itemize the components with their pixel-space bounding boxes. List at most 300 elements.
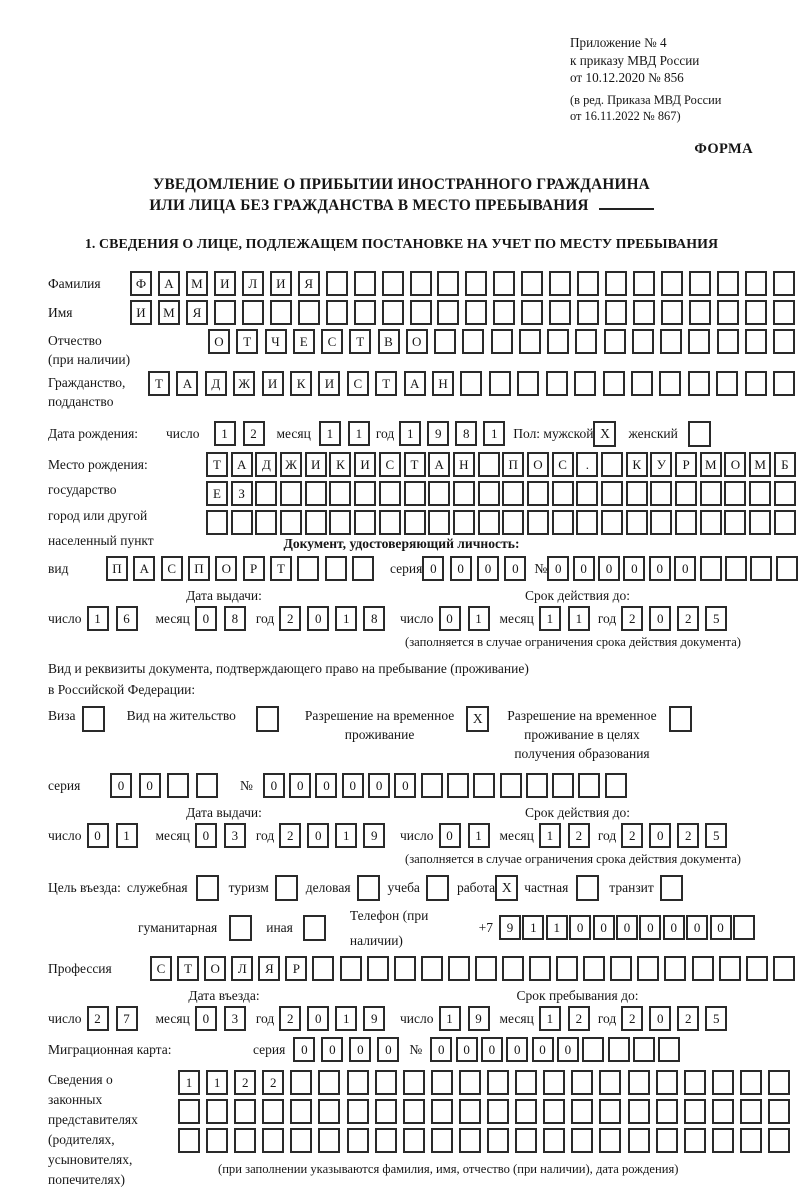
- char-box[interactable]: 1: [468, 606, 490, 631]
- char-box[interactable]: [502, 956, 524, 981]
- char-box[interactable]: А: [428, 452, 450, 477]
- char-box[interactable]: 0: [450, 556, 472, 581]
- char-box[interactable]: [768, 1099, 790, 1124]
- char-box[interactable]: Я: [258, 956, 280, 981]
- char-box[interactable]: 2: [677, 1006, 699, 1031]
- char-box[interactable]: 0: [307, 823, 329, 848]
- char-box[interactable]: [178, 1099, 200, 1124]
- char-box[interactable]: 0: [616, 915, 638, 940]
- char-box[interactable]: [325, 556, 347, 581]
- char-box[interactable]: 2: [568, 823, 590, 848]
- char-box[interactable]: П: [502, 452, 524, 477]
- char-box[interactable]: [465, 300, 487, 325]
- char-box[interactable]: [178, 1128, 200, 1153]
- char-box[interactable]: Т: [375, 371, 397, 396]
- birth-day-boxes[interactable]: [214, 421, 265, 446]
- phone-boxes[interactable]: [499, 915, 755, 940]
- char-box[interactable]: О: [724, 452, 746, 477]
- char-box[interactable]: 2: [234, 1070, 256, 1095]
- char-box[interactable]: [340, 956, 362, 981]
- identity-issue-day-boxes[interactable]: [87, 606, 138, 631]
- char-box[interactable]: 1: [335, 823, 357, 848]
- char-box[interactable]: [549, 300, 571, 325]
- purpose-private-checkbox[interactable]: [576, 875, 599, 901]
- char-box[interactable]: 1: [546, 915, 568, 940]
- char-box[interactable]: 2: [677, 823, 699, 848]
- char-box[interactable]: К: [329, 452, 351, 477]
- char-box[interactable]: [502, 510, 524, 535]
- residence-issue-year-boxes[interactable]: [279, 823, 385, 848]
- char-box[interactable]: [571, 1099, 593, 1124]
- char-box[interactable]: [167, 773, 189, 798]
- char-box[interactable]: [552, 773, 574, 798]
- char-box[interactable]: 7: [116, 1006, 138, 1031]
- char-box[interactable]: 0: [289, 773, 311, 798]
- char-box[interactable]: [379, 481, 401, 506]
- char-box[interactable]: [290, 1128, 312, 1153]
- char-box[interactable]: [712, 1128, 734, 1153]
- char-box[interactable]: [717, 271, 739, 296]
- char-box[interactable]: 9: [499, 915, 521, 940]
- char-box[interactable]: [637, 956, 659, 981]
- char-box[interactable]: 0: [422, 556, 444, 581]
- char-box[interactable]: [745, 300, 767, 325]
- char-box[interactable]: [749, 510, 771, 535]
- char-box[interactable]: 0: [557, 1037, 579, 1062]
- char-box[interactable]: [773, 329, 795, 354]
- char-box[interactable]: [367, 956, 389, 981]
- char-box[interactable]: [661, 271, 683, 296]
- char-box[interactable]: М: [700, 452, 722, 477]
- char-box[interactable]: [660, 329, 682, 354]
- char-box[interactable]: 2: [677, 606, 699, 631]
- char-box[interactable]: [724, 481, 746, 506]
- char-box[interactable]: [527, 481, 549, 506]
- char-box[interactable]: [462, 329, 484, 354]
- char-box[interactable]: 1: [539, 606, 561, 631]
- char-box[interactable]: [578, 773, 600, 798]
- patronymic-boxes[interactable]: [208, 329, 795, 354]
- char-box[interactable]: [410, 300, 432, 325]
- char-box[interactable]: [354, 271, 376, 296]
- char-box[interactable]: [460, 371, 482, 396]
- char-box[interactable]: [712, 1099, 734, 1124]
- char-box[interactable]: [206, 510, 228, 535]
- char-box[interactable]: 0: [394, 773, 416, 798]
- char-box[interactable]: 0: [649, 823, 671, 848]
- char-box[interactable]: 0: [456, 1037, 478, 1062]
- char-box[interactable]: [556, 956, 578, 981]
- purpose-other-checkbox[interactable]: [303, 915, 326, 941]
- char-box[interactable]: Д: [255, 452, 277, 477]
- char-box[interactable]: [773, 271, 795, 296]
- char-box[interactable]: Л: [242, 271, 264, 296]
- char-box[interactable]: 5: [705, 823, 727, 848]
- char-box[interactable]: [326, 300, 348, 325]
- char-box[interactable]: [582, 1037, 604, 1062]
- char-box[interactable]: [298, 300, 320, 325]
- purpose-business-checkbox[interactable]: [357, 875, 380, 901]
- profession-boxes[interactable]: [150, 956, 795, 981]
- char-box[interactable]: 2: [243, 421, 265, 446]
- char-box[interactable]: [656, 1099, 678, 1124]
- char-box[interactable]: [773, 956, 795, 981]
- residence-issue-day-boxes[interactable]: [87, 823, 138, 848]
- char-box[interactable]: [605, 300, 627, 325]
- char-box[interactable]: 1: [178, 1070, 200, 1095]
- char-box[interactable]: [605, 773, 627, 798]
- char-box[interactable]: 2: [87, 1006, 109, 1031]
- char-box[interactable]: 0: [481, 1037, 503, 1062]
- char-box[interactable]: [628, 1070, 650, 1095]
- char-box[interactable]: 8: [224, 606, 246, 631]
- char-box[interactable]: [487, 1099, 509, 1124]
- char-box[interactable]: 0: [349, 1037, 371, 1062]
- char-box[interactable]: [297, 556, 319, 581]
- char-box[interactable]: 0: [663, 915, 685, 940]
- char-box[interactable]: [717, 300, 739, 325]
- identity-series-boxes[interactable]: [422, 556, 526, 581]
- birth-place-row1-boxes[interactable]: [206, 452, 796, 477]
- char-box[interactable]: [745, 371, 767, 396]
- char-box[interactable]: [712, 1070, 734, 1095]
- char-box[interactable]: 1: [348, 421, 370, 446]
- char-box[interactable]: [583, 956, 605, 981]
- char-box[interactable]: 0: [639, 915, 661, 940]
- char-box[interactable]: 0: [263, 773, 285, 798]
- char-box[interactable]: [656, 1128, 678, 1153]
- char-box[interactable]: [689, 271, 711, 296]
- char-box[interactable]: [543, 1070, 565, 1095]
- char-box[interactable]: [599, 1070, 621, 1095]
- char-box[interactable]: 5: [705, 1006, 727, 1031]
- char-box[interactable]: Л: [231, 956, 253, 981]
- char-box[interactable]: 2: [621, 1006, 643, 1031]
- char-box[interactable]: А: [133, 556, 155, 581]
- char-box[interactable]: [434, 329, 456, 354]
- char-box[interactable]: И: [262, 371, 284, 396]
- residence-number-boxes[interactable]: [263, 773, 627, 798]
- char-box[interactable]: [255, 481, 277, 506]
- char-box[interactable]: 9: [363, 823, 385, 848]
- char-box[interactable]: [576, 510, 598, 535]
- char-box[interactable]: [515, 1128, 537, 1153]
- char-box[interactable]: 0: [315, 773, 337, 798]
- char-box[interactable]: 2: [279, 1006, 301, 1031]
- residence-issue-month-boxes[interactable]: [195, 823, 246, 848]
- char-box[interactable]: [633, 300, 655, 325]
- char-box[interactable]: 0: [439, 823, 461, 848]
- char-box[interactable]: [421, 956, 443, 981]
- char-box[interactable]: И: [354, 452, 376, 477]
- purpose-tourism-checkbox[interactable]: [275, 875, 298, 901]
- char-box[interactable]: Т: [177, 956, 199, 981]
- char-box[interactable]: [605, 271, 627, 296]
- char-box[interactable]: [750, 556, 772, 581]
- char-box[interactable]: Р: [243, 556, 265, 581]
- char-box[interactable]: 1: [539, 1006, 561, 1031]
- char-box[interactable]: А: [231, 452, 253, 477]
- birth-month-boxes[interactable]: [319, 421, 370, 446]
- char-box[interactable]: 0: [342, 773, 364, 798]
- char-box[interactable]: 0: [377, 1037, 399, 1062]
- char-box[interactable]: [575, 329, 597, 354]
- char-box[interactable]: [379, 510, 401, 535]
- char-box[interactable]: [773, 300, 795, 325]
- sex-male-checkbox[interactable]: X: [593, 421, 616, 447]
- char-box[interactable]: [473, 773, 495, 798]
- char-box[interactable]: И: [130, 300, 152, 325]
- char-box[interactable]: [329, 510, 351, 535]
- char-box[interactable]: [431, 1099, 453, 1124]
- char-box[interactable]: [459, 1099, 481, 1124]
- char-box[interactable]: [375, 1070, 397, 1095]
- char-box[interactable]: [610, 956, 632, 981]
- char-box[interactable]: 0: [710, 915, 732, 940]
- identity-valid-year-boxes[interactable]: [621, 606, 727, 631]
- char-box[interactable]: Ж: [280, 452, 302, 477]
- char-box[interactable]: [626, 510, 648, 535]
- char-box[interactable]: Д: [205, 371, 227, 396]
- char-box[interactable]: Е: [293, 329, 315, 354]
- char-box[interactable]: [305, 481, 327, 506]
- char-box[interactable]: [500, 773, 522, 798]
- char-box[interactable]: [318, 1070, 340, 1095]
- char-box[interactable]: [382, 271, 404, 296]
- char-box[interactable]: [626, 481, 648, 506]
- char-box[interactable]: К: [626, 452, 648, 477]
- char-box[interactable]: [601, 481, 623, 506]
- char-box[interactable]: [329, 481, 351, 506]
- char-box[interactable]: В: [378, 329, 400, 354]
- char-box[interactable]: [628, 1099, 650, 1124]
- char-box[interactable]: 0: [293, 1037, 315, 1062]
- char-box[interactable]: [403, 1128, 425, 1153]
- char-box[interactable]: П: [188, 556, 210, 581]
- char-box[interactable]: 1: [399, 421, 421, 446]
- char-box[interactable]: [478, 481, 500, 506]
- char-box[interactable]: Е: [206, 481, 228, 506]
- birth-place-row3-boxes[interactable]: [206, 510, 796, 535]
- char-box[interactable]: 0: [110, 773, 132, 798]
- char-box[interactable]: [375, 1128, 397, 1153]
- char-box[interactable]: К: [290, 371, 312, 396]
- char-box[interactable]: У: [650, 452, 672, 477]
- char-box[interactable]: [650, 510, 672, 535]
- sex-female-checkbox[interactable]: [688, 421, 711, 447]
- char-box[interactable]: 1: [335, 606, 357, 631]
- char-box[interactable]: [700, 481, 722, 506]
- char-box[interactable]: 0: [477, 556, 499, 581]
- char-box[interactable]: [700, 510, 722, 535]
- char-box[interactable]: [290, 1099, 312, 1124]
- char-box[interactable]: 0: [674, 556, 696, 581]
- char-box[interactable]: Я: [298, 271, 320, 296]
- char-box[interactable]: [547, 329, 569, 354]
- char-box[interactable]: 0: [139, 773, 161, 798]
- char-box[interactable]: [448, 956, 470, 981]
- char-box[interactable]: С: [552, 452, 574, 477]
- entry-day-boxes[interactable]: [87, 1006, 138, 1031]
- char-box[interactable]: 0: [532, 1037, 554, 1062]
- char-box[interactable]: С: [161, 556, 183, 581]
- char-box[interactable]: [675, 510, 697, 535]
- char-box[interactable]: Р: [675, 452, 697, 477]
- char-box[interactable]: [552, 510, 574, 535]
- char-box[interactable]: О: [406, 329, 428, 354]
- char-box[interactable]: [502, 481, 524, 506]
- char-box[interactable]: [724, 510, 746, 535]
- char-box[interactable]: Т: [148, 371, 170, 396]
- char-box[interactable]: М: [749, 452, 771, 477]
- char-box[interactable]: [478, 452, 500, 477]
- char-box[interactable]: [700, 556, 722, 581]
- char-box[interactable]: [650, 481, 672, 506]
- char-box[interactable]: Я: [186, 300, 208, 325]
- representatives-row3-boxes[interactable]: [178, 1128, 790, 1153]
- char-box[interactable]: И: [214, 271, 236, 296]
- char-box[interactable]: [428, 510, 450, 535]
- char-box[interactable]: 0: [573, 556, 595, 581]
- char-box[interactable]: [517, 371, 539, 396]
- identity-valid-month-boxes[interactable]: [539, 606, 590, 631]
- char-box[interactable]: 0: [598, 556, 620, 581]
- identity-valid-day-boxes[interactable]: [439, 606, 490, 631]
- char-box[interactable]: 9: [468, 1006, 490, 1031]
- char-box[interactable]: [347, 1128, 369, 1153]
- char-box[interactable]: 1: [539, 823, 561, 848]
- char-box[interactable]: [574, 371, 596, 396]
- char-box[interactable]: 2: [262, 1070, 284, 1095]
- char-box[interactable]: [526, 773, 548, 798]
- char-box[interactable]: [491, 329, 513, 354]
- char-box[interactable]: [658, 1037, 680, 1062]
- char-box[interactable]: Н: [432, 371, 454, 396]
- char-box[interactable]: О: [527, 452, 549, 477]
- char-box[interactable]: Ж: [233, 371, 255, 396]
- char-box[interactable]: [347, 1070, 369, 1095]
- char-box[interactable]: 0: [593, 915, 615, 940]
- char-box[interactable]: [601, 452, 623, 477]
- char-box[interactable]: [459, 1070, 481, 1095]
- char-box[interactable]: 1: [335, 1006, 357, 1031]
- char-box[interactable]: 8: [363, 606, 385, 631]
- char-box[interactable]: [725, 556, 747, 581]
- char-box[interactable]: [656, 1070, 678, 1095]
- char-box[interactable]: [571, 1128, 593, 1153]
- char-box[interactable]: [745, 271, 767, 296]
- char-box[interactable]: Т: [349, 329, 371, 354]
- char-box[interactable]: 0: [439, 606, 461, 631]
- entry-year-boxes[interactable]: [279, 1006, 385, 1031]
- char-box[interactable]: [404, 481, 426, 506]
- char-box[interactable]: [733, 915, 755, 940]
- char-box[interactable]: [549, 271, 571, 296]
- char-box[interactable]: И: [305, 452, 327, 477]
- char-box[interactable]: [447, 773, 469, 798]
- char-box[interactable]: [305, 510, 327, 535]
- char-box[interactable]: 0: [623, 556, 645, 581]
- residence-series-boxes[interactable]: [110, 773, 218, 798]
- char-box[interactable]: 0: [569, 915, 591, 940]
- char-box[interactable]: [326, 271, 348, 296]
- char-box[interactable]: [661, 300, 683, 325]
- char-box[interactable]: [280, 481, 302, 506]
- char-box[interactable]: 0: [506, 1037, 528, 1062]
- char-box[interactable]: [234, 1099, 256, 1124]
- char-box[interactable]: [428, 481, 450, 506]
- residence-valid-day-boxes[interactable]: [439, 823, 490, 848]
- char-box[interactable]: [354, 481, 376, 506]
- char-box[interactable]: [740, 1099, 762, 1124]
- identity-issue-month-boxes[interactable]: [195, 606, 246, 631]
- char-box[interactable]: [431, 1128, 453, 1153]
- char-box[interactable]: 0: [195, 606, 217, 631]
- temp-residence-education-checkbox[interactable]: [669, 706, 692, 732]
- char-box[interactable]: 2: [279, 606, 301, 631]
- char-box[interactable]: [746, 956, 768, 981]
- char-box[interactable]: 1: [522, 915, 544, 940]
- char-box[interactable]: [312, 956, 334, 981]
- char-box[interactable]: 0: [686, 915, 708, 940]
- char-box[interactable]: А: [404, 371, 426, 396]
- char-box[interactable]: 1: [87, 606, 109, 631]
- surname-boxes[interactable]: [130, 271, 795, 296]
- char-box[interactable]: О: [204, 956, 226, 981]
- char-box[interactable]: 0: [504, 556, 526, 581]
- char-box[interactable]: [768, 1128, 790, 1153]
- char-box[interactable]: [453, 481, 475, 506]
- char-box[interactable]: [465, 271, 487, 296]
- char-box[interactable]: Н: [453, 452, 475, 477]
- char-box[interactable]: Б: [774, 452, 796, 477]
- char-box[interactable]: [354, 510, 376, 535]
- char-box[interactable]: [717, 329, 739, 354]
- char-box[interactable]: 5: [705, 606, 727, 631]
- char-box[interactable]: .: [576, 452, 598, 477]
- stay-day-boxes[interactable]: [439, 1006, 490, 1031]
- char-box[interactable]: 0: [307, 606, 329, 631]
- char-box[interactable]: З: [231, 481, 253, 506]
- char-box[interactable]: [318, 1099, 340, 1124]
- char-box[interactable]: [628, 1128, 650, 1153]
- char-box[interactable]: [719, 956, 741, 981]
- char-box[interactable]: [688, 371, 710, 396]
- char-box[interactable]: 2: [621, 823, 643, 848]
- char-box[interactable]: [231, 510, 253, 535]
- char-box[interactable]: [576, 481, 598, 506]
- char-box[interactable]: [521, 300, 543, 325]
- char-box[interactable]: 0: [195, 1006, 217, 1031]
- char-box[interactable]: И: [318, 371, 340, 396]
- char-box[interactable]: [773, 371, 795, 396]
- residence-valid-month-boxes[interactable]: [539, 823, 590, 848]
- char-box[interactable]: Т: [236, 329, 258, 354]
- char-box[interactable]: [688, 329, 710, 354]
- char-box[interactable]: [527, 510, 549, 535]
- char-box[interactable]: 2: [568, 1006, 590, 1031]
- char-box[interactable]: 6: [116, 606, 138, 631]
- residence-valid-year-boxes[interactable]: [621, 823, 727, 848]
- char-box[interactable]: 2: [621, 606, 643, 631]
- char-box[interactable]: [403, 1099, 425, 1124]
- char-box[interactable]: 1: [483, 421, 505, 446]
- char-box[interactable]: [599, 1128, 621, 1153]
- char-box[interactable]: [774, 481, 796, 506]
- char-box[interactable]: [684, 1099, 706, 1124]
- char-box[interactable]: С: [321, 329, 343, 354]
- char-box[interactable]: [347, 1099, 369, 1124]
